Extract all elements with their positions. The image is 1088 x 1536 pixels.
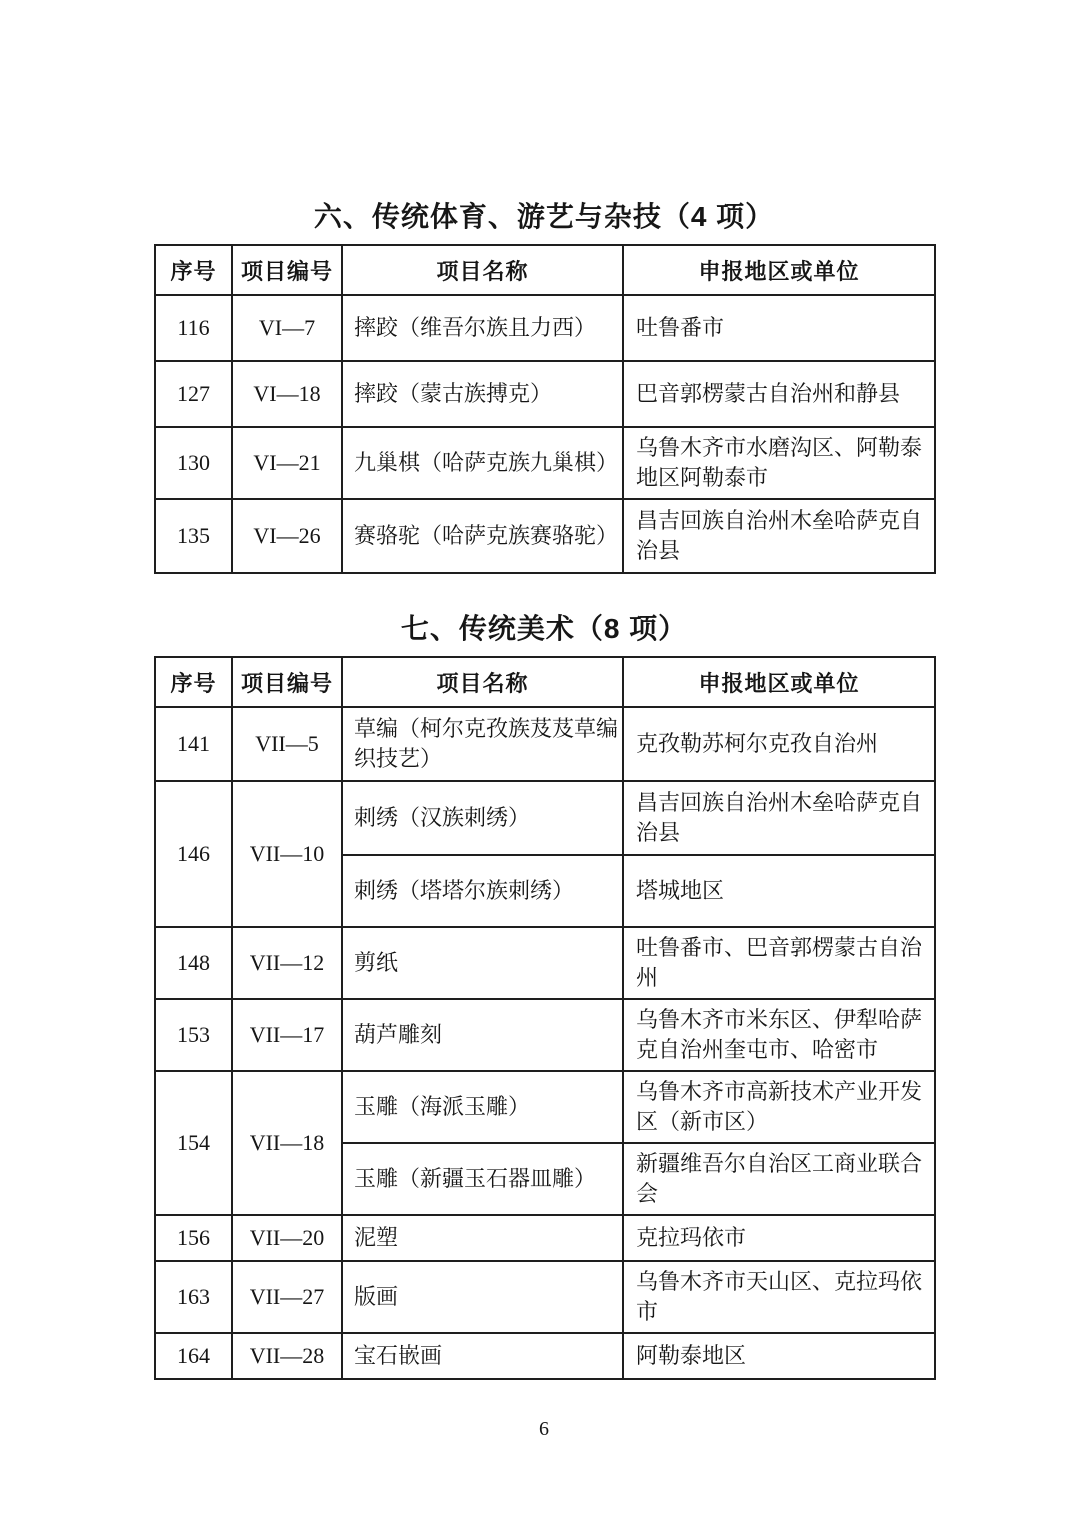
col-header-name: 项目名称	[342, 657, 623, 707]
col-header-serial: 序号	[155, 245, 232, 295]
table-row	[155, 1071, 935, 1143]
cell-org: 乌鲁木齐市高新技术产业开发区（新市区）	[623, 1071, 935, 1143]
table-row	[155, 499, 935, 573]
cell-name: 版画	[342, 1261, 623, 1333]
cell-serial: 130	[155, 427, 232, 499]
cell-name: 草编（柯尔克孜族芨芨草编织技艺）	[342, 707, 623, 781]
cell-org: 克拉玛依市	[623, 1215, 935, 1261]
col-header-org: 申报地区或单位	[623, 657, 935, 707]
table-row	[155, 1333, 935, 1379]
cell-serial: 148	[155, 927, 232, 999]
cell-name: 剪纸	[342, 927, 623, 999]
col-header-org: 申报地区或单位	[623, 245, 935, 295]
cell-org: 阿勒泰地区	[623, 1333, 935, 1379]
cell-serial: 156	[155, 1215, 232, 1261]
cell-code: VII—12	[232, 927, 342, 999]
cell-name: 摔跤（蒙古族搏克）	[342, 361, 623, 427]
table-row	[155, 1261, 935, 1333]
cell-code: VI—7	[232, 295, 342, 361]
cell-org: 吐鲁番市	[623, 295, 935, 361]
cell-serial: 154	[155, 1071, 232, 1215]
cell-code: VII—17	[232, 999, 342, 1071]
col-header-code: 项目编号	[232, 657, 342, 707]
col-header-code: 项目编号	[232, 245, 342, 295]
cell-org: 乌鲁木齐市天山区、克拉玛依市	[623, 1261, 935, 1333]
cell-code: VII—18	[232, 1071, 342, 1215]
table-row	[155, 999, 935, 1071]
table-header-row	[155, 657, 935, 707]
cell-name: 赛骆驼（哈萨克族赛骆驼）	[342, 499, 623, 573]
table-row	[155, 361, 935, 427]
cell-name: 玉雕（海派玉雕）	[342, 1071, 623, 1143]
cell-org: 新疆维吾尔自治区工商业联合会	[623, 1143, 935, 1215]
cell-org: 乌鲁木齐市水磨沟区、阿勒泰地区阿勒泰市	[623, 427, 935, 499]
cell-org: 塔城地区	[623, 855, 935, 927]
cell-name: 九巢棋（哈萨克族九巢棋）	[342, 427, 623, 499]
cell-code: VII—10	[232, 781, 342, 927]
col-header-serial: 序号	[155, 657, 232, 707]
cell-code: VI—18	[232, 361, 342, 427]
cell-name: 宝石嵌画	[342, 1333, 623, 1379]
cell-code: VII—20	[232, 1215, 342, 1261]
cell-serial: 163	[155, 1261, 232, 1333]
cell-name: 泥塑	[342, 1215, 623, 1261]
page-number: 6	[539, 1418, 549, 1440]
cell-name: 摔跤（维吾尔族且力西）	[342, 295, 623, 361]
table-row	[155, 427, 935, 499]
cell-serial: 141	[155, 707, 232, 781]
cell-org: 吐鲁番市、巴音郭楞蒙古自治州	[623, 927, 935, 999]
cell-serial: 164	[155, 1333, 232, 1379]
table-fine-arts	[154, 656, 936, 1380]
cell-name: 刺绣（塔塔尔族刺绣）	[342, 855, 623, 927]
cell-name: 玉雕（新疆玉石器皿雕）	[342, 1143, 623, 1215]
cell-code: VI—26	[232, 499, 342, 573]
table-header-row	[155, 245, 935, 295]
cell-org: 昌吉回族自治州木垒哈萨克自治县	[623, 781, 935, 855]
table-row	[155, 295, 935, 361]
section-title-sports: 六、传统体育、游艺与杂技（4 项）	[313, 201, 775, 232]
cell-org: 巴音郭楞蒙古自治州和静县	[623, 361, 935, 427]
table-row	[155, 1215, 935, 1261]
cell-code: VII—5	[232, 707, 342, 781]
table-row	[155, 707, 935, 781]
col-header-name: 项目名称	[342, 245, 623, 295]
cell-name: 刺绣（汉族刺绣）	[342, 781, 623, 855]
section-title-fine-arts: 七、传统美术（8 项）	[400, 613, 688, 644]
cell-code: VI—21	[232, 427, 342, 499]
cell-serial: 153	[155, 999, 232, 1071]
table-sports	[154, 244, 936, 574]
cell-serial: 146	[155, 781, 232, 927]
cell-serial: 135	[155, 499, 232, 573]
cell-org: 昌吉回族自治州木垒哈萨克自治县	[623, 499, 935, 573]
cell-name: 葫芦雕刻	[342, 999, 623, 1071]
cell-serial: 127	[155, 361, 232, 427]
cell-org: 克孜勒苏柯尔克孜自治州	[623, 707, 935, 781]
cell-code: VII—28	[232, 1333, 342, 1379]
cell-org: 乌鲁木齐市米东区、伊犁哈萨克自治州奎屯市、哈密市	[623, 999, 935, 1071]
table-row	[155, 781, 935, 855]
cell-serial: 116	[155, 295, 232, 361]
table-row	[155, 927, 935, 999]
cell-code: VII—27	[232, 1261, 342, 1333]
